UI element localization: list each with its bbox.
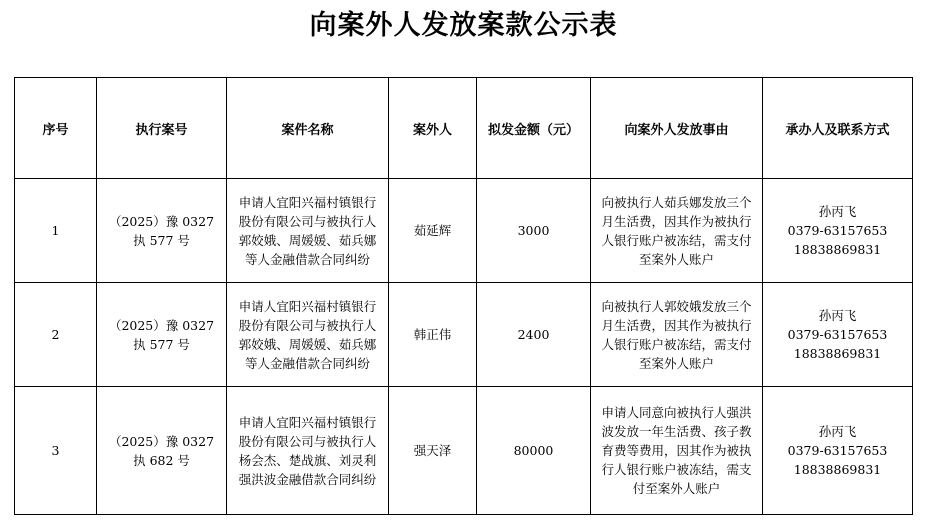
cell-seq: 2	[15, 283, 97, 387]
contact-phone-mobile: 18838869831	[793, 346, 882, 361]
cell-third-party: 强天泽	[389, 387, 477, 515]
contact-name: 孙丙飞	[818, 204, 857, 219]
contact-phone-landline: 0379-63157653	[787, 327, 888, 342]
table-row	[15, 283, 913, 387]
cell-reason: 向被执行人郭姣娥发放三个月生活费，因其作为被执行人银行账户被冻结，需支付至案外人账户	[591, 283, 763, 387]
cell-third-party: 茹延辉	[389, 179, 477, 283]
header-reason: 向案外人发放事由	[591, 78, 763, 179]
header-case-no: 执行案号	[97, 78, 227, 179]
cell-reason: 向被执行人茹兵娜发放三个月生活费，因其作为被执行人银行账户被冻结，需支付至案外人账户	[591, 179, 763, 283]
cell-case-no: （2025）豫 0327 执 577 号	[97, 283, 227, 387]
cell-third-party: 韩正伟	[389, 283, 477, 387]
header-third-party: 案外人	[389, 78, 477, 179]
header-amount: 拟发金额（元）	[477, 78, 591, 179]
cell-amount: 3000	[477, 179, 591, 283]
page-title: 向案外人发放案款公示表	[309, 10, 618, 41]
cell-reason: 申请人同意向被执行人强洪波发放一年生活费、孩子教育费等费用，因其作为被执行人银行账户被冻结，需支付至案外人账户	[591, 387, 763, 515]
contact-phone-landline: 0379-63157653	[787, 223, 888, 238]
cell-amount: 2400	[477, 283, 591, 387]
header-case-name: 案件名称	[227, 78, 389, 179]
cell-case-no: （2025）豫 0327 执 682 号	[97, 387, 227, 515]
cell-seq: 1	[15, 179, 97, 283]
cell-contact	[763, 387, 913, 515]
cell-contact	[763, 179, 913, 283]
header-contact: 承办人及联系方式	[763, 78, 913, 179]
contact-name: 孙丙飞	[818, 308, 857, 323]
cell-case-name: 申请人宜阳兴福村镇银行股份有限公司与被执行人杨会杰、楚战旗、刘灵利强洪波金融借款合同纠纷	[227, 387, 389, 515]
cell-case-name: 申请人宜阳兴福村镇银行股份有限公司与被执行人郭姣娥、周媛媛、茹兵娜等人金融借款合同纠纷	[227, 283, 389, 387]
contact-name: 孙丙飞	[818, 424, 857, 439]
contact-phone-landline: 0379-63157653	[787, 443, 888, 458]
cell-seq: 3	[15, 387, 97, 515]
table-row	[15, 387, 913, 515]
cell-case-name: 申请人宜阳兴福村镇银行股份有限公司与被执行人郭姣娥、周媛媛、茹兵娜等人金融借款合同纠纷	[227, 179, 389, 283]
table-header-row	[15, 78, 913, 179]
header-seq: 序号	[15, 78, 97, 179]
cell-case-no: （2025）豫 0327 执 577 号	[97, 179, 227, 283]
contact-phone-mobile: 18838869831	[793, 462, 882, 477]
cell-contact	[763, 283, 913, 387]
cell-amount: 80000	[477, 387, 591, 515]
table-row	[15, 179, 913, 283]
contact-phone-mobile: 18838869831	[793, 242, 882, 257]
disbursement-table	[14, 77, 913, 515]
